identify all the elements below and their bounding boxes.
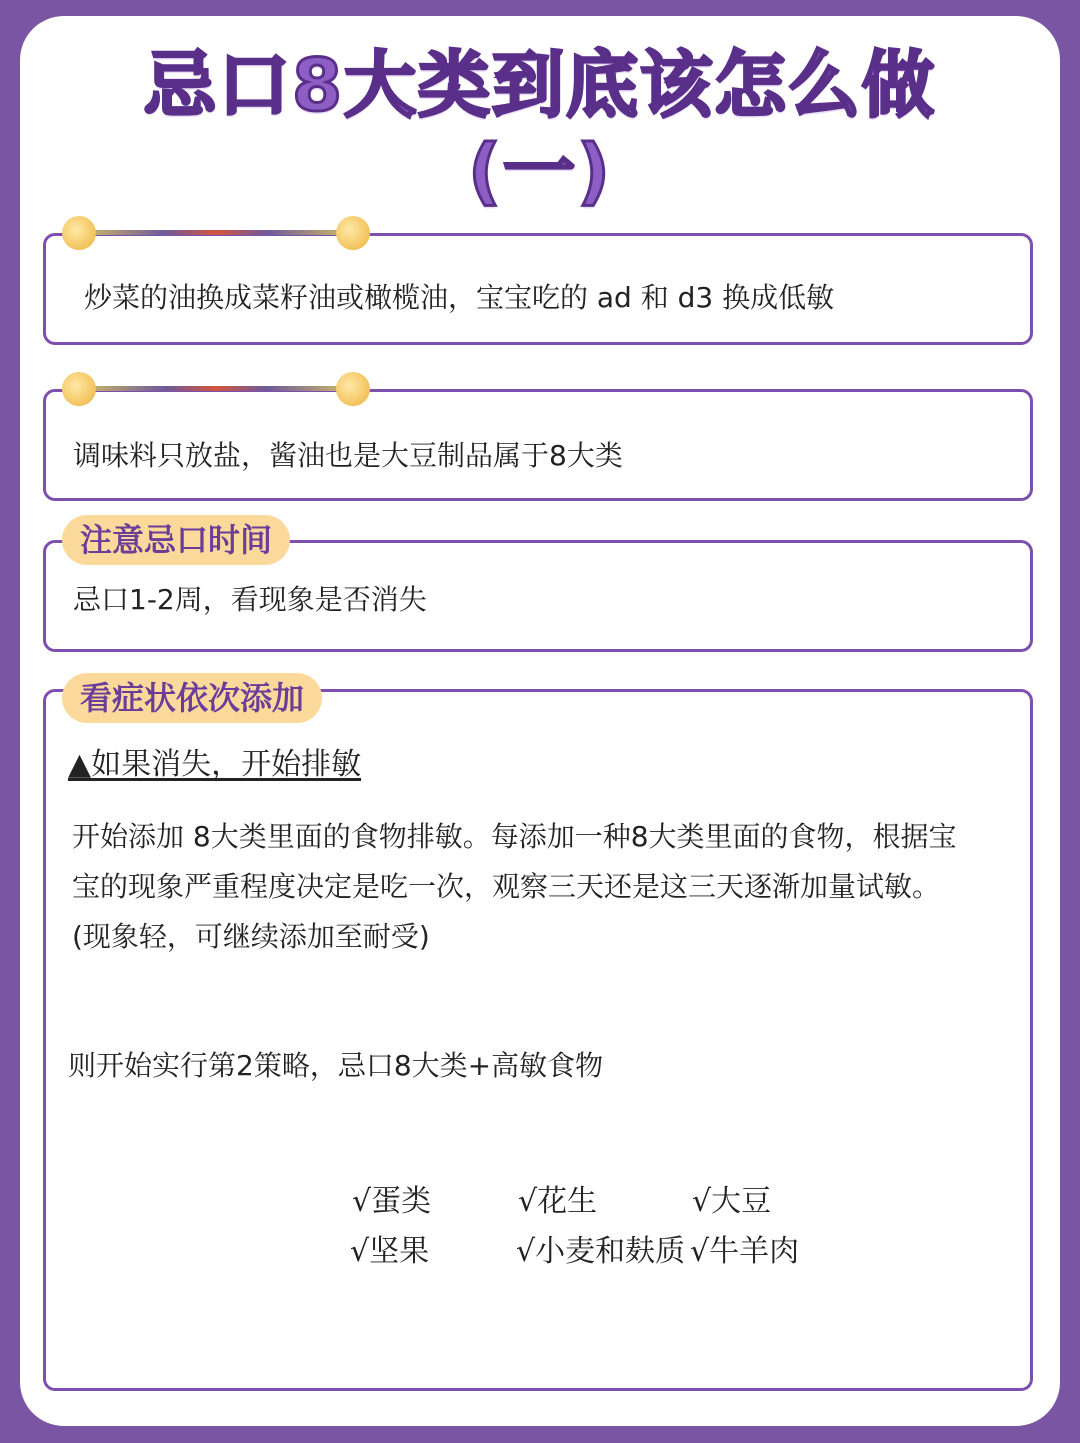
ribbon-bead-right — [336, 216, 370, 250]
ribbon-bead-right — [336, 372, 370, 406]
page-title: 忌口8大类到底该怎么做 — [143, 43, 937, 127]
seasoning-tip-text: 调味料只放盐，酱油也是大豆制品属于8大类 — [73, 439, 623, 472]
add-back-box — [43, 689, 1033, 1391]
food-item-beef-lamb: √牛羊肉 — [690, 1234, 800, 1269]
food-item-egg: √蛋类 — [352, 1184, 432, 1219]
duration-text: 忌口1-2周，看现象是否消失 — [73, 583, 427, 616]
strategy-text: 则开始实行第2策略，忌口8大类+高敏食物 — [68, 1049, 604, 1082]
ribbon-bead-left — [62, 372, 96, 406]
food-item-wheat-gluten: √小麦和麸质 — [516, 1234, 686, 1269]
ribbon-bar — [88, 386, 344, 391]
oil-tip-text: 炒菜的油换成菜籽油或橄榄油，宝宝吃的 ad 和 d3 换成低敏 — [84, 281, 835, 314]
decorative-ribbon — [62, 372, 370, 406]
ribbon-bar — [88, 230, 344, 235]
food-item-soy: √大豆 — [692, 1184, 772, 1219]
food-item-peanut: √花生 — [518, 1184, 598, 1219]
paragraph-line: 开始添加 8大类里面的食物排敏。每添加一种8大类里面的食物，根据宝 — [72, 820, 957, 853]
page-title-subtitle: (一) — [468, 129, 612, 213]
paragraph-line: 宝的现象严重程度决定是吃一次，观察三天还是这三天逐渐加量试敏。 — [72, 870, 941, 903]
add-back-tag: 看症状依次添加 — [62, 673, 322, 723]
ribbon-bead-left — [62, 216, 96, 250]
elimination-subhead: ▲如果消失，开始排敏 — [68, 747, 362, 782]
paragraph-line: (现象轻，可继续添加至耐受) — [72, 920, 430, 953]
food-item-nuts: √坚果 — [350, 1234, 430, 1269]
duration-tag: 注意忌口时间 — [62, 515, 290, 565]
decorative-ribbon — [62, 216, 370, 250]
add-back-paragraph — [72, 812, 1027, 962]
